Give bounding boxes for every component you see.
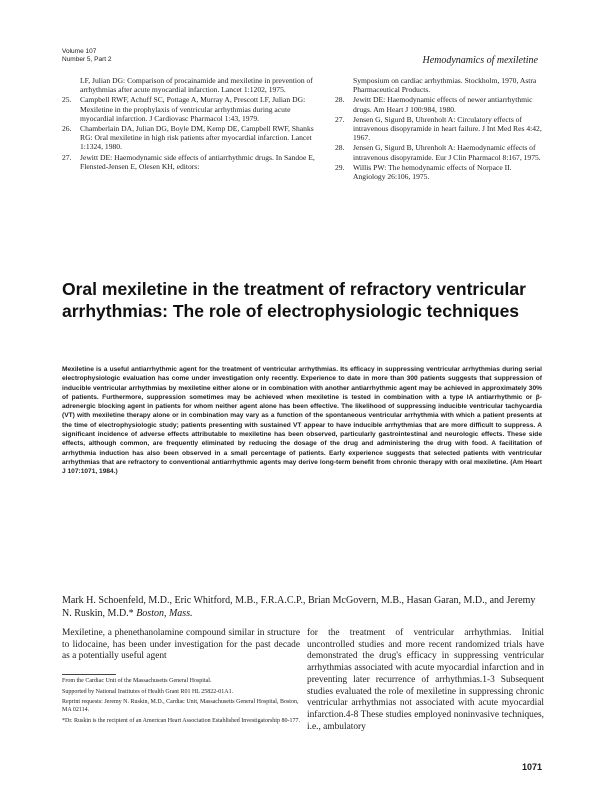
footnote-affiliation: From the Cardiac Unit of the Massachusetts General Hospital. [62,678,212,684]
issue-number-label: Number 5, Part 2 [62,56,112,63]
author-line [62,594,542,620]
footnote-grant: Supported by National Institutes of Health Grant R01 HL 25822-01A1. [62,688,234,695]
reference-item: 25. Campbell RWF, Achuff SC, Pottage A, Murray A, Prescott LF, Julian DG: Mexiletine in the prophylaxis of ventricular arrhythmias during acute myocardial infarction. J Cardiovasc Pharmacol 1:43, 1979. [62,95,306,123]
reference-item: 27. Jewitt DE: Haemodynamic side effects of antiarrhythmic drugs. In Sandoe E, Flensted-Jensen E, Olesen KH, editors: [62,152,315,171]
body-text-left: Mexiletine, a phenethanolamine compound similar in structure to lidocaine, has been under investigation for the past decade as a potentially useful agent [62,628,300,662]
reference-item: 29. Willis PW: The hemodynamic effects of Norpace II. Angiology 26:106, 1975. [335,162,512,182]
reference-item: 28. Jensen G, Sigurd B, Uhrenholt A: Haemodynamic effects of intravenous disopyramide. Eur J Clin Pharmacol 8:167, 1975. [335,143,541,162]
footnote-investigator: *Dr. Ruskin is the recipient of an American Heart Association Established Investigatorship 80-177. [62,717,300,724]
journal-volume-info [62,48,112,64]
references-left-column [62,76,324,172]
references-right-column [335,76,545,182]
body-text-right: for the treatment of ventricular arrhythmias. Initial uncontrolled studies and more recent randomized trials have demonstrated the drug's efficacy in suppressing ventricular arrhythmias associated with acute myocardial infarction and in preventing later recurrence of arrhythmias.1-3 Subsequent studies evaluated the role of mexiletine in suppressing chronic ventricular arrhythmias not associated with acute myocardial infarction.4-8 These studies employed noninvasive techniques, i.e., ambulatory [307,628,544,732]
volume-label: Volume 107 [62,48,97,55]
running-title: Hemodynamics of mexiletine [422,55,538,66]
footnotes [62,678,300,729]
article-abstract: Mexiletine is a useful antiarrhythmic agent for the treatment of ventricular arrhythmias. Its efficacy in suppressing ventricular arrhythmias during serial electrophysiologic evaluation has come under investigation only recently. Experience to date in more than 300 patients suggests that suppression of inducible ventricular arrhythmias by mexiletine either alone or in combination with another antiarrhythmic agent may be achieved in approximately 30% of patients. Furthermore, suppression sometimes may be achieved when mexiletine is tested in combination with a type IA antiarrhythmic or β-adrenergic blocking agent in patients for whom neither agent alone has been effective. The likelihood of suppressing inducible ventricular tachycardia (VT) with mexiletine therapy alone or in combination may vary as a function of the spontaneous ventricular arrhythmia with which a patient presents at the time of electrophysiologic study; patients presenting with sustained VT appear to have inducible arrhythmias that are more difficult to suppress. A significant incidence of adverse effects attributable to mexiletine has been observed, particularly gastrointestinal and neurologic effects. These side effects, although common, are frequently eliminated by reducing the dosage of the drug and administering the drug with food. A facilitation of arrhythmia induction has also been observed in a small percentage of patients. Early experience suggests that selected patients with ventricular arrhythmias that are refractory to conventional antiarrhythmic agents may derive long-term benefit from chronic therapy with oral mexiletine. (Am Heart J 107:1071, 1984.) [62,366,542,476]
author-names: Mark H. Schoenfeld, M.D., Eric Whitford, M.B., F.R.A.C.P., Brian McGovern, M.B., Hasan Garan, M.D., and Jeremy N. Ruskin, M.D.* [62,595,536,619]
reference-item: 28. Jewitt DE: Haemodynamic effects of newer antiarrhythmic drugs. Am Heart J 100:984, 1980. [335,95,533,114]
article-title: Oral mexiletine in the treatment of refractory ventricular arrhythmias: The role of electrophysiologic techniques [62,279,526,321]
reference-item: 26. Chamberlain DA, Julian DG, Boyle DM, Kemp DE, Campbell RWF, Shanks RG: Oral mexiletine in high risk patients after myocardial infarction. Lancet 1:1324, 1980. [62,124,314,152]
author-location: Boston, Mass. [136,608,193,619]
footnote-divider [62,674,116,675]
page-number: 1071 [521,762,542,772]
footnote-reprint: Reprint requests: Jeremy N. Ruskin, M.D., Cardiac Unit, Massachusetts General Hospital, Boston, MA 02114. [62,699,299,714]
reference-item: Symposium on cardiac arrhythmias. Stockholm, 1970, Astra Pharmaceutical Products. [353,76,537,95]
reference-item: LF, Julian DG: Comparison of procainamide and mexiletine in prevention of arrhythmias after acute myocardial infarction. Lancet 1:1202, 1975. [80,76,313,95]
reference-item: 27. Jensen G, Sigurd B, Uhrenholt A: Circulatory effects of intravenous disopyramide in heart failure. J Int Med Res 4:42, 1967. [335,114,542,143]
